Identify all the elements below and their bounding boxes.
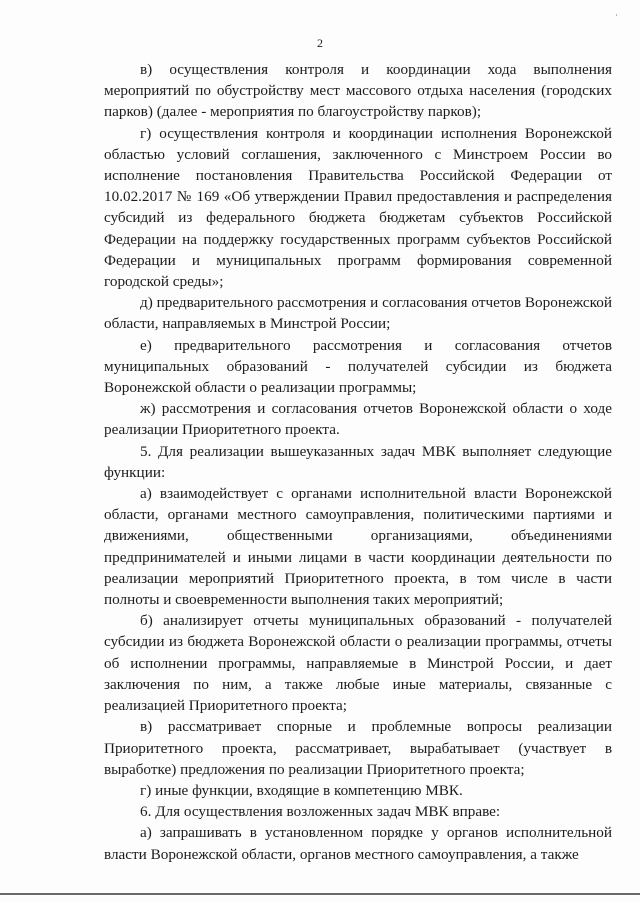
paragraph-v-parks: в) осуществления контроля и координации хода выполнения мероприятий по обустройству мест массового отдыха населения (городских парков) (далее - мероприятия по благоустройству парков); [104, 61, 612, 121]
paragraph-5-functions-heading: 5. Для реализации вышеуказанных задач МВК выполняет следующие функции: [104, 442, 612, 481]
paragraph-b-analysis: б) анализирует отчеты муниципальных образований - получателей субсидии из бюджета Воронежской области о реализации программы, отчеты об исполнении программы, направляемые в Минстрой России, и дает заключения по ним, а также любые иные материалы, связанные с реализацией Приоритетного проекта; [104, 612, 612, 715]
paragraph-v-issues: в) рассматривает спорные и проблемные вопросы реализации Приоритетного проекта, рассматривает, вырабатывает (участвует в выработке) предложения по реализации Приоритетного проекта; [104, 718, 612, 778]
paragraph-g-other-functions: г) иные функции, входящие в компетенцию МВК. [140, 781, 463, 799]
page-bottom-edge [0, 893, 640, 895]
paragraph-a-requests: а) запрашивать в установленном порядке у органов исполнительной власти Воронежской области, органов местного самоуправления, а также [104, 824, 612, 863]
paragraph-d-reports: д) предварительного рассмотрения и согласования отчетов Воронежской области, направляемых в Минстрой России; [104, 294, 612, 333]
paragraph-6-rights-heading: 6. Для осуществления возложенных задач МВК вправе: [140, 803, 501, 821]
paragraph-e-municipal-reports: е) предварительного рассмотрения и согласования отчетов муниципальных образований - получателей субсидии из бюджета Воронежской области о реализации программы; [104, 336, 612, 397]
page-number: 2 [317, 36, 323, 50]
paragraph-a-interaction: а) взаимодействует с органами исполнительной власти Воронежской области, органами местного самоуправления, политическими партиями и движениями, общественными организациями, объединениями предпринимателей и иными лицами в части координации деятельности по реализации мероприятий Приоритетного проекта, в том числе в части полноты и своевременности выполнения таких мероприятий; [104, 485, 612, 609]
document-body [104, 59, 612, 865]
paragraph-zh-progress-reports: ж) рассмотрения и согласования отчетов Воронежской области о ходе реализации Приоритетного проекта. [104, 400, 612, 439]
paragraph-g-agreement: г) осуществления контроля и координации исполнения Воронежской областью условий соглашения, заключенного с Минстроем России во исполнение постановления Правительства Российской Федерации от 10.02.2017 № 169 «Об утверждении Правил предоставления и распределения субсидий из федерального бюджета бюджетам субъектов Российской Федерации на поддержку государственных программ субъектов Российской Федерации и муниципальных программ формирования современной городской среды»; [104, 124, 612, 291]
scan-mark [616, 14, 617, 16]
